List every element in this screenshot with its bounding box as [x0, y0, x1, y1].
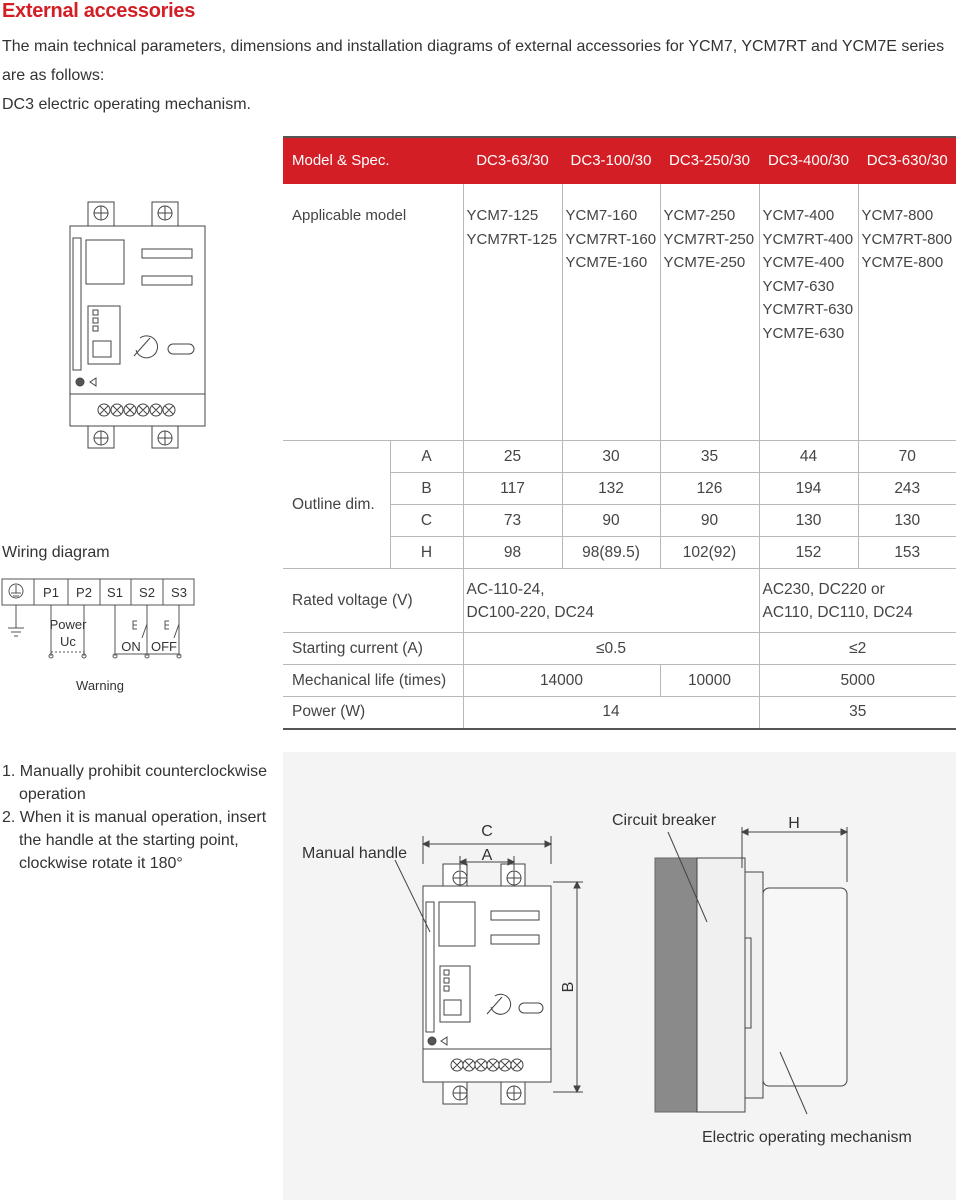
eom-label: Electric operating mechanism	[702, 1129, 912, 1146]
power-row	[283, 697, 956, 729]
note-line: clockwise rotate it 180°	[19, 855, 183, 872]
table-cell: 117	[463, 473, 562, 505]
table-cell: 102(92)	[660, 537, 759, 569]
table-cell: 70	[858, 441, 956, 473]
terminal-label: S3	[171, 585, 187, 600]
page-title: External accessories	[2, 0, 196, 22]
note-line: 1. Manually prohibit counterclockwise	[2, 763, 268, 780]
table-cell: 130	[759, 505, 858, 537]
table-cell: AC-110-24, DC100-220, DC24	[463, 569, 759, 633]
intro-line-2: are as follows:	[2, 67, 105, 84]
rated-voltage-row	[283, 569, 956, 633]
table-cell: 153	[858, 537, 956, 569]
terminal-label: P1	[43, 585, 59, 600]
table-cell: 132	[562, 473, 660, 505]
dim-label: H	[390, 537, 463, 569]
terminal-label: S2	[139, 585, 155, 600]
terminal-label: S1	[107, 585, 123, 600]
row-label: Rated voltage (V)	[283, 569, 463, 633]
table-cell: ≤0.5	[463, 633, 759, 665]
row-label: Outline dim.	[283, 441, 390, 569]
table-cell: 14000	[463, 665, 660, 697]
row-label: Applicable model	[283, 184, 463, 441]
dim-c-label: C	[481, 823, 493, 840]
dim-label: A	[390, 441, 463, 473]
manual-handle-label: Manual handle	[302, 845, 407, 862]
table-cell: 10000	[660, 665, 759, 697]
terminal-label: P2	[76, 585, 92, 600]
off-label: OFF	[151, 639, 177, 654]
model-header: DC3-630/30	[858, 137, 956, 184]
table-cell: ≤2	[759, 633, 956, 665]
row-label: Starting current (A)	[283, 633, 463, 665]
circuit-breaker-label: Circuit breaker	[612, 812, 717, 829]
table-cell: 194	[759, 473, 858, 505]
table-cell: 5000	[759, 665, 956, 697]
installation-diagram	[283, 752, 956, 1200]
table-cell: 243	[858, 473, 956, 505]
table-cell: 90	[562, 505, 660, 537]
note-line: 2. When it is manual operation, insert	[2, 809, 267, 826]
model-header: DC3-400/30	[759, 137, 858, 184]
product-front-figure	[60, 198, 220, 454]
table-cell: 126	[660, 473, 759, 505]
intro-line-1: The main technical parameters, dimensions and installation diagrams of external accessories for YCM7, YCM7RT and YCM7E series	[2, 38, 945, 55]
header-label: Model & Spec.	[283, 137, 463, 184]
power-label: Power	[49, 617, 87, 632]
uc-label: Uc	[60, 634, 76, 649]
dim-label: B	[390, 473, 463, 505]
warning-label: Warning	[76, 678, 124, 693]
applicable-cell: YCM7-250 YCM7RT-250 YCM7E-250	[660, 184, 759, 441]
table-cell: 152	[759, 537, 858, 569]
row-label: Power (W)	[283, 697, 463, 729]
wiring-diagram	[0, 576, 200, 700]
applicable-cell: YCM7-125 YCM7RT-125	[463, 184, 562, 441]
dim-h-label: H	[788, 815, 800, 832]
model-header: DC3-63/30	[463, 137, 562, 184]
outline-row	[283, 441, 956, 473]
table-cell: 98(89.5)	[562, 537, 660, 569]
note-line: operation	[19, 786, 86, 803]
spec-table	[283, 136, 956, 730]
table-cell: 14	[463, 697, 759, 729]
model-header: DC3-250/30	[660, 137, 759, 184]
applicable-cell: YCM7-800 YCM7RT-800 YCM7E-800	[858, 184, 956, 441]
note-line: the handle at the starting point,	[19, 832, 239, 849]
table-cell: 44	[759, 441, 858, 473]
mechanical-life-row	[283, 665, 956, 697]
table-cell: 35	[660, 441, 759, 473]
table-cell: 90	[660, 505, 759, 537]
applicable-cell: YCM7-400 YCM7RT-400 YCM7E-400 YCM7-630 YCM7RT-630 YCM7E-630	[759, 184, 858, 441]
table-header-row	[283, 137, 956, 184]
table-cell: 30	[562, 441, 660, 473]
table-cell: 98	[463, 537, 562, 569]
dim-b-label: B	[560, 981, 577, 993]
row-label: Mechanical life (times)	[283, 665, 463, 697]
on-label: ON	[121, 639, 141, 654]
usage-notes	[2, 760, 267, 875]
table-cell: 130	[858, 505, 956, 537]
table-cell: 35	[759, 697, 956, 729]
applicable-cell: YCM7-160 YCM7RT-160 YCM7E-160	[562, 184, 660, 441]
intro-line-3: DC3 electric operating mechanism.	[2, 96, 251, 113]
table-cell: AC230, DC220 or AC110, DC110, DC24	[759, 569, 956, 633]
applicable-model-row	[283, 184, 956, 441]
wiring-title: Wiring diagram	[2, 544, 110, 561]
table-cell: 25	[463, 441, 562, 473]
table-cell: 73	[463, 505, 562, 537]
model-header: DC3-100/30	[562, 137, 660, 184]
dim-a-label: A	[481, 847, 493, 864]
dim-label: C	[390, 505, 463, 537]
starting-current-row	[283, 633, 956, 665]
